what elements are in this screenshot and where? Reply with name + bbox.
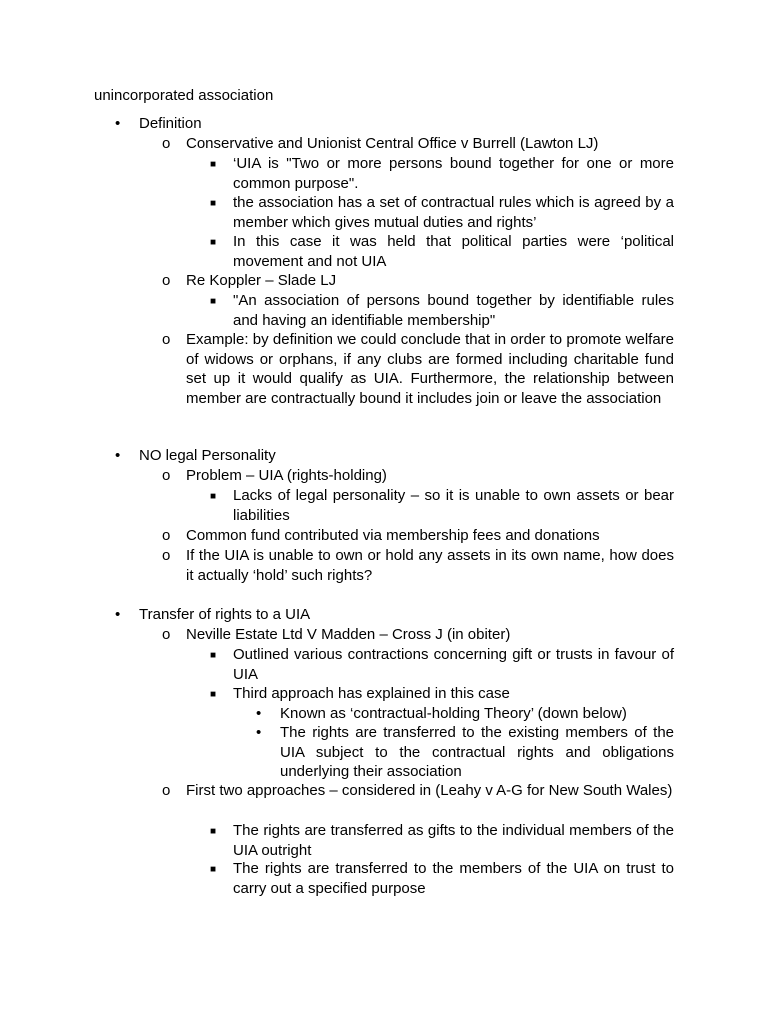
circle-bullet-icon: o [162, 782, 171, 799]
square-bullet-icon: ■ [210, 491, 217, 502]
square-bullet-icon: ■ [210, 650, 217, 661]
list-subitem: ‘UIA is "Two or more persons bound together for one or more common purpose". [233, 155, 674, 192]
bullet-icon: • [115, 447, 121, 464]
list-item: Problem – UIA (rights-holding) [186, 467, 387, 484]
section-label: Definition [139, 115, 202, 132]
bullet-icon: • [115, 115, 121, 132]
square-bullet-icon: ■ [210, 296, 217, 307]
list-item: Common fund contributed via membership fees and donations [186, 527, 600, 544]
bullet-icon: • [256, 705, 262, 722]
list-item: Re Koppler – Slade LJ [186, 272, 337, 289]
section-label: NO legal Personality [139, 447, 276, 464]
square-bullet-icon: ■ [210, 198, 217, 209]
square-bullet-icon: ■ [210, 826, 217, 837]
circle-bullet-icon: o [162, 272, 171, 289]
list-item: If the UIA is unable to own or hold any assets in its own name, how does it actually ‘hold’ such rights? [186, 547, 674, 584]
list-subitem: Lacks of legal personality – so it is unable to own assets or bear liabilities [233, 487, 674, 524]
square-bullet-icon: ■ [210, 689, 217, 700]
circle-bullet-icon: o [162, 135, 171, 152]
list-subitem: the association has a set of contractual rules which is agreed by a member which gives mutual duties and rights’ [233, 194, 674, 231]
circle-bullet-icon: o [162, 626, 171, 643]
document-title: unincorporated association [94, 87, 274, 104]
circle-bullet-icon: o [162, 331, 171, 348]
square-bullet-icon: ■ [210, 159, 217, 170]
list-subsubitem: Known as ‘contractual-holding Theory’ (down below) [280, 705, 627, 722]
list-subsubitem: The rights are transferred to the existing members of the UIA subject to the contractual rights and obligations underlying their association [280, 724, 674, 780]
bullet-icon: • [256, 724, 262, 741]
list-subitem: Third approach has explained in this case [233, 685, 510, 702]
list-item: Conservative and Unionist Central Office v Burrell (Lawton LJ) [186, 135, 599, 152]
circle-bullet-icon: o [162, 547, 171, 564]
square-bullet-icon: ■ [210, 237, 217, 248]
list-item: Neville Estate Ltd V Madden – Cross J (in obiter) [186, 626, 511, 643]
square-bullet-icon: ■ [210, 864, 217, 875]
list-subitem: The rights are transferred to the members of the UIA on trust to carry out a specified purpose [233, 860, 674, 897]
list-subitem: The rights are transferred as gifts to the individual members of the UIA outright [233, 822, 674, 859]
bullet-icon: • [115, 606, 121, 623]
list-item: Example: by definition we could conclude that in order to promote welfare of widows or orphans, if any clubs are formed including charitable fund set up it would qualify as UIA. Furthermore, the relationship between member are contractually bound it includes join or leave the association [186, 331, 674, 407]
circle-bullet-icon: o [162, 467, 171, 484]
section-label: Transfer of rights to a UIA [139, 606, 311, 623]
list-item: First two approaches – considered in (Leahy v A-G for New South Wales) [186, 782, 673, 799]
list-subitem: In this case it was held that political parties were ‘political movement and not UIA [233, 233, 674, 270]
circle-bullet-icon: o [162, 527, 171, 544]
list-subitem: Outlined various contractions concerning gift or trusts in favour of UIA [233, 646, 674, 683]
list-subitem: "An association of persons bound together by identifiable rules and having an identifiable membership" [233, 292, 674, 329]
